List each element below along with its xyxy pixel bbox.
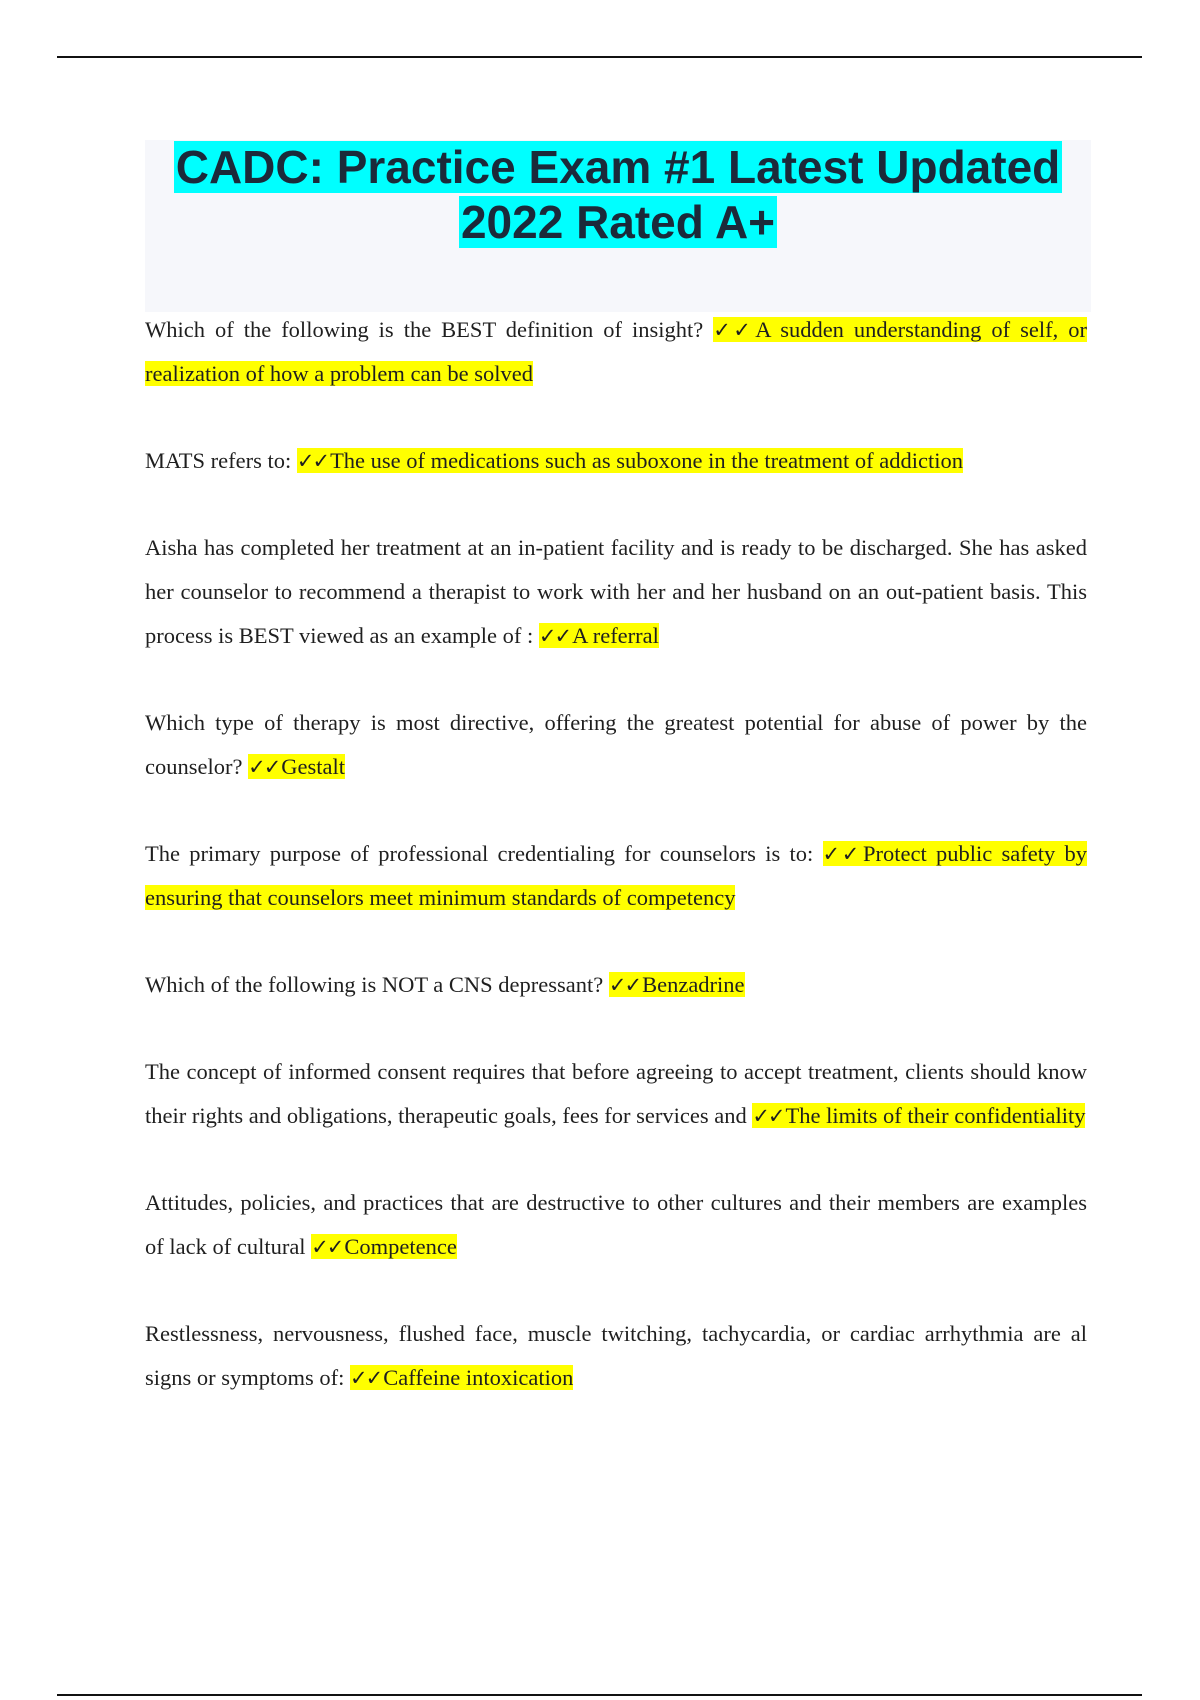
qa-item (145, 526, 1087, 658)
double-check-icon: ✓✓ (296, 449, 329, 473)
question-text: Which type of therapy is most directive, offering the greatest potential for abuse of power by the counselor? (145, 710, 1087, 779)
double-check-icon: ✓✓ (713, 318, 754, 342)
qa-item (145, 1050, 1087, 1138)
double-check-icon: ✓✓ (538, 624, 571, 648)
qa-item (145, 963, 1087, 1007)
qa-item (145, 439, 1087, 483)
answer-text: A referral (572, 623, 659, 648)
double-check-icon: ✓✓ (752, 1104, 784, 1128)
question-text: Which of the following is the BEST definition of insight? (145, 317, 704, 342)
answer-highlight (311, 1234, 457, 1259)
question-text: Which of the following is NOT a CNS depressant? (145, 972, 604, 997)
answer-text: Protect public safety by ensuring that counselors meet minimum standards of competency (145, 841, 1087, 910)
qa-item (145, 832, 1087, 920)
question-text: Aisha has completed her treatment at an in-patient facility and is ready to be discharged. She has asked her counselor to recommend a therapist to work with her and her husband on an out-patient basis. This process is BEST viewed as an example of : (145, 535, 1087, 648)
qa-item (145, 1312, 1087, 1400)
answer-text: Gestalt (281, 754, 346, 779)
qa-item (145, 701, 1087, 789)
question-text: Restlessness, nervousness, flushed face, muscle twitching, tachycardia, or cardiac arrhythmia are al signs or symptoms of: (145, 1321, 1087, 1390)
answer-highlight (248, 754, 345, 779)
answer-highlight (752, 1103, 1085, 1128)
qa-item (145, 1181, 1087, 1269)
answer-text: A sudden understanding of self, or realization of how a problem can be solved (145, 317, 1087, 386)
question-text: Attitudes, policies, and practices that are destructive to other cultures and their members are examples of lack of cultural (145, 1190, 1087, 1259)
bottom-rule (57, 1694, 1142, 1696)
answer-highlight (609, 972, 745, 997)
double-check-icon: ✓✓ (350, 1366, 382, 1390)
answer-highlight (297, 448, 963, 473)
qa-item (145, 308, 1087, 396)
page-title-line-2: 2022 Rated A+ (460, 196, 776, 248)
question-text: MATS refers to: (145, 448, 292, 473)
answer-text: The use of medications such as suboxone in the treatment of addiction (330, 448, 964, 473)
title-block (145, 140, 1091, 312)
answer-highlight (539, 623, 659, 648)
question-text: The primary purpose of professional credentialing for counselors is to: (145, 841, 814, 866)
double-check-icon: ✓✓ (248, 755, 280, 779)
double-check-icon: ✓✓ (608, 973, 641, 997)
page-title-line-1: CADC: Practice Exam #1 Latest Updated (175, 141, 1061, 193)
answer-text: Benzadrine (642, 972, 745, 997)
question-text: The concept of informed consent requires that before agreeing to accept treatment, clients should know their rights and obligations, therapeutic goals, fees for services and (145, 1059, 1087, 1128)
double-check-icon: ✓✓ (311, 1235, 343, 1259)
answer-text: The limits of their confidentiality (785, 1103, 1086, 1128)
answer-text: Caffeine intoxication (383, 1365, 574, 1390)
answer-highlight (350, 1365, 573, 1390)
double-check-icon: ✓✓ (822, 842, 861, 866)
top-rule (57, 56, 1142, 58)
answer-text: Competence (344, 1234, 457, 1259)
qa-list (145, 308, 1087, 1443)
